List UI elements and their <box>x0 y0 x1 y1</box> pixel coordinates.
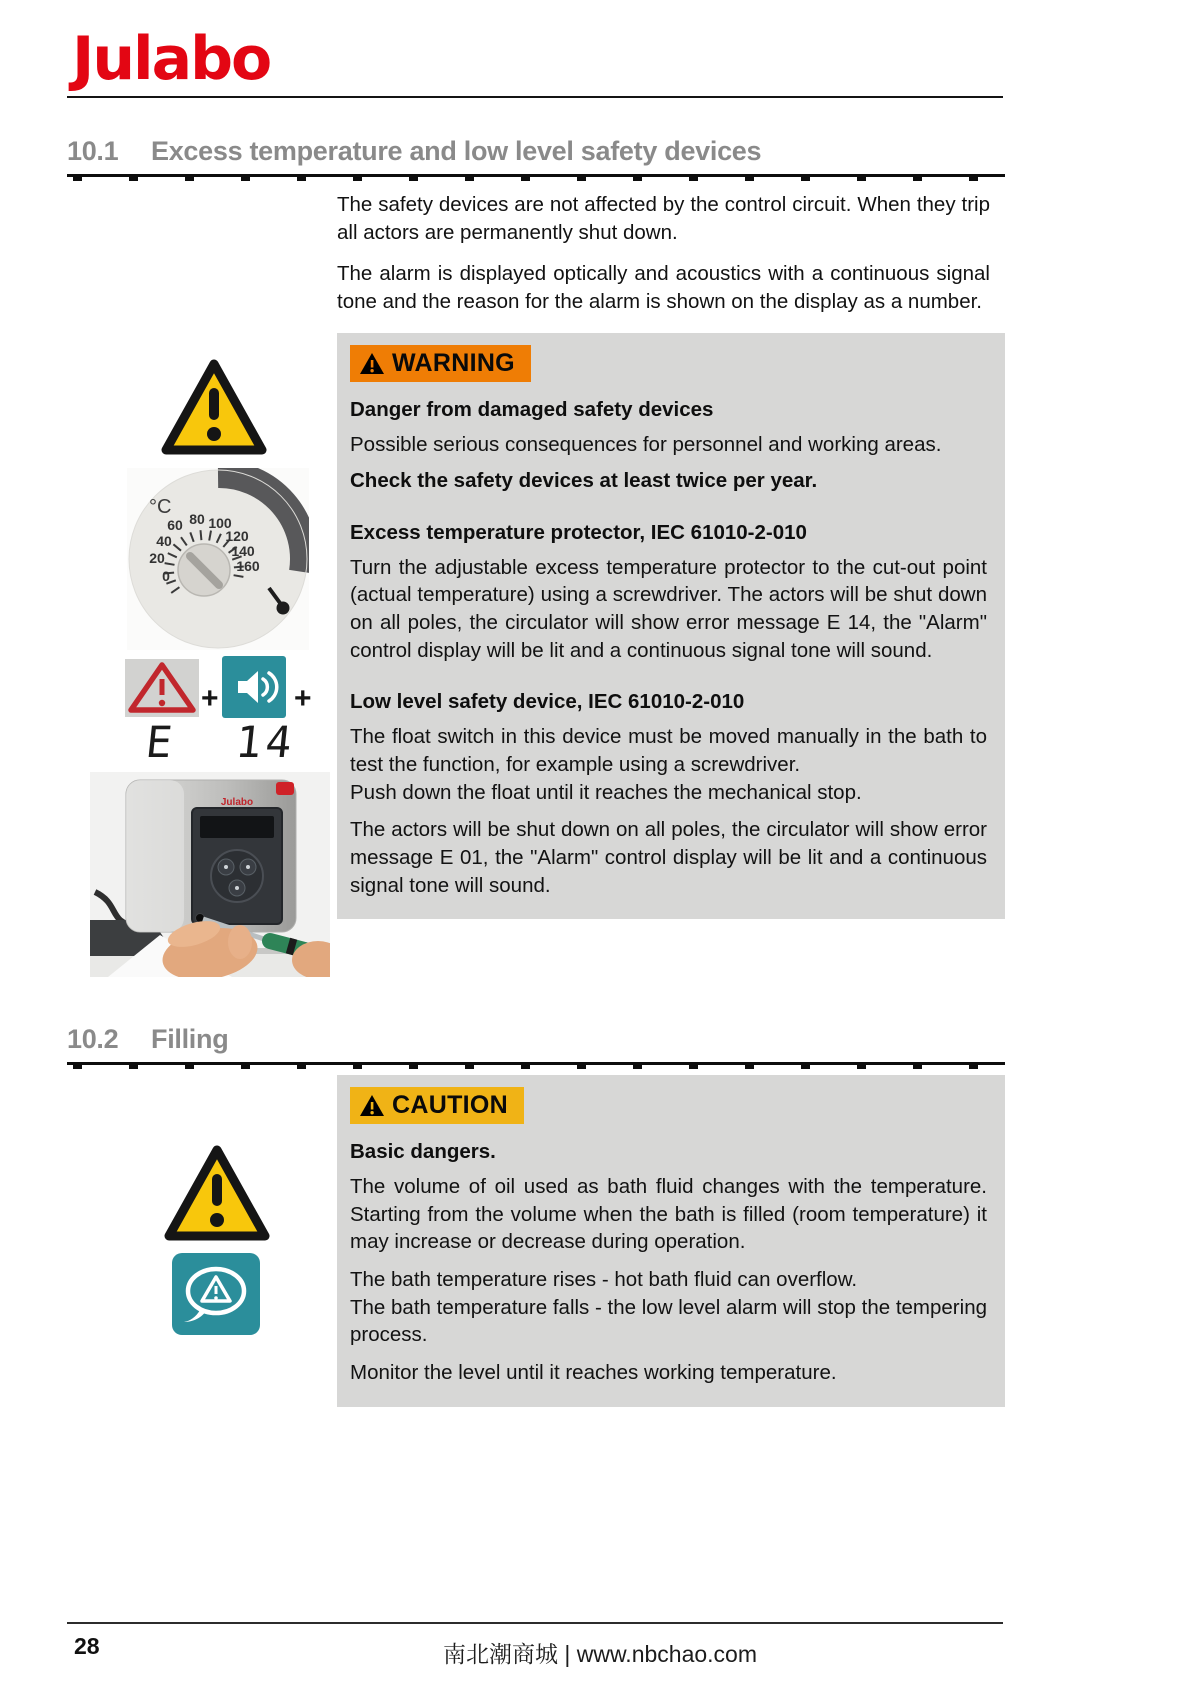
dial-scale-label: 60 <box>167 517 183 533</box>
dial-scale-label: 120 <box>225 528 249 544</box>
section-10-1-heading <box>67 136 1005 177</box>
footer-rule <box>67 1622 1003 1624</box>
footer-site-text: 南北潮商城 | www.nbchao.com <box>442 1641 757 1667</box>
speaker-icon <box>222 656 286 718</box>
section-number: 10.2 <box>67 1024 119 1054</box>
julabo-logo: Julabo <box>72 24 271 94</box>
caution-box <box>337 1075 1005 1407</box>
caution-text: The volume of oil used as bath fluid changes with the temperature. Starting from the volume when the bath is filled (room temperature) it may increase or decrease during operation. <box>350 1175 987 1254</box>
dial-scale-label: 80 <box>189 511 205 527</box>
subsection-text: The float switch in this device must be moved manually in the bath to test the function, for example using a screwdriver. <box>350 725 987 777</box>
intro-text <box>337 191 990 329</box>
caution-text: Monitor the level until it reaches working temperature. <box>350 1361 837 1385</box>
warning-heading: Danger from damaged safety devices <box>350 398 714 421</box>
subsection-text: Turn the adjustable excess temperature protector to the cut-out point (actual temperature) using a screwdriver. The actors will be shut down on all poles, the circulator will show error message E 14, the "Alarm" control display will be lit and a continuous signal tone will sound. <box>350 555 987 662</box>
hazard-triangle-icon <box>162 1143 272 1245</box>
caution-text: The bath temperature rises - hot bath fluid can overflow. <box>350 1268 858 1292</box>
temperature-dial-figure <box>127 468 309 650</box>
plus-sign: + <box>294 682 312 715</box>
dial-knob <box>178 544 230 596</box>
plus-sign: + <box>201 682 219 715</box>
warning-badge <box>350 345 531 382</box>
caution-text: The bath temperature falls - the low level alarm will stop the tempering process. <box>350 1295 987 1347</box>
device-display <box>200 816 274 838</box>
heading-rule <box>67 174 1005 177</box>
device-photo <box>90 772 330 977</box>
footer-page-number: 28 <box>74 1633 100 1659</box>
dial-scale-label: 160 <box>236 558 260 574</box>
warning-triangle-icon <box>359 352 385 375</box>
dial-scale-label: 20 <box>149 550 165 566</box>
intro-paragraph: The alarm is displayed optically and acoustics with a continuous signal tone and the reason for the alarm is shown on the display as a number. <box>337 261 990 313</box>
dial-scale-label: 100 <box>208 515 232 531</box>
caution-heading: Basic dangers. <box>350 1140 496 1163</box>
warning-text-bold: Check the safety devices at least twice per year. <box>350 468 818 492</box>
dial-scale-label: 40 <box>156 533 172 549</box>
hazard-triangle-icon <box>160 357 268 459</box>
subsection-heading: Low level safety device, IEC 61010-2-010 <box>350 690 745 714</box>
device-red-corner <box>276 782 294 795</box>
subsection-text: Push down the float until it reaches the mechanical stop. <box>350 780 862 804</box>
caution-triangle-icon <box>359 1094 385 1117</box>
caution-badge <box>350 1087 524 1124</box>
intro-paragraph: The safety devices are not affected by the control circuit. When they trip all actors are permanently shut down. <box>337 193 990 244</box>
header-rule <box>67 96 1003 98</box>
section-10-2-heading <box>67 1024 1005 1065</box>
caution-badge-label: CAUTION <box>392 1091 508 1119</box>
subsection-text: The actors will be shut down on all poles, the circulator will show error message E 01, the "Alarm" control display will be lit and a continuous signal tone will sound. <box>350 818 987 897</box>
section-title: Filling <box>151 1024 229 1054</box>
alarm-triangle-icon <box>125 659 199 717</box>
dial-scale-label: 0 <box>162 568 170 584</box>
warning-box <box>337 333 1005 919</box>
seven-segment-display: E 14 <box>143 718 299 768</box>
dial-unit-label: °C <box>149 496 172 518</box>
subsection-heading: Excess temperature protector, IEC 61010-2-010 <box>350 520 807 544</box>
section-title: Excess temperature and low level safety devices <box>151 136 762 166</box>
warning-text: Possible serious consequences for personnel and working areas. <box>350 433 942 456</box>
heading-rule <box>67 1062 1005 1065</box>
circulator-device <box>126 780 296 932</box>
note-bubble-icon <box>172 1253 260 1335</box>
dial-scale-label: 140 <box>231 543 255 559</box>
warning-badge-label: WARNING <box>392 349 515 377</box>
device-label: Julabo <box>220 797 254 808</box>
section-number: 10.1 <box>67 136 119 166</box>
